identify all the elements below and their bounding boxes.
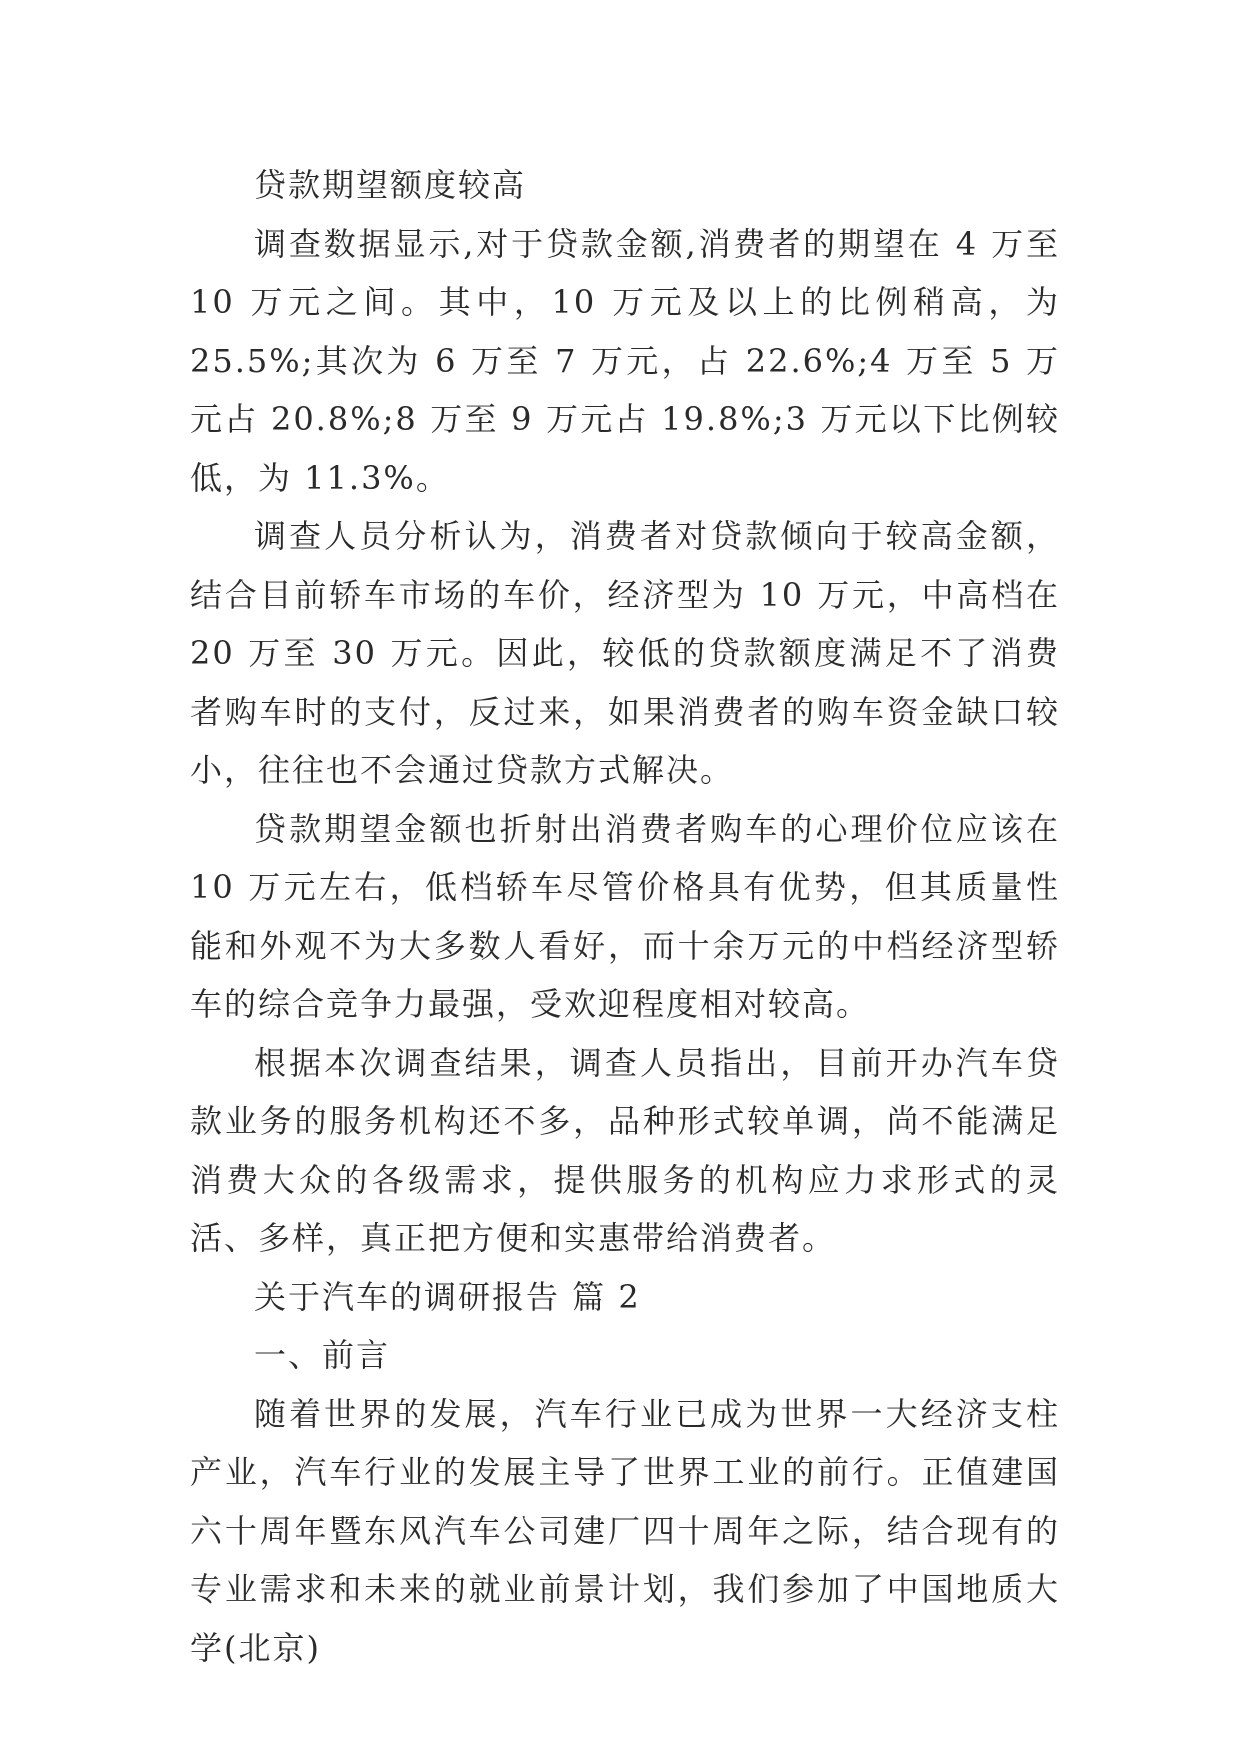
section-heading-loan-expectation: 贷款期望额度较高 <box>254 166 527 204</box>
paragraph-price-expectation: 贷款期望金额也折射出消费者购车的心理价位应该在 10 万元左右，低档轿车尽管价格具有优势，但其质量性能和外观不为大多数人看好，而十余万元的中档经济型轿车的综合竞争力最强，受欢迎程度相对较高。 <box>190 809 1060 1023</box>
paragraph-preface: 随着世界的发展，汽车行业已成为世界一大经济支柱产业，汽车行业的发展主导了世界工业的前行。正值建国六十周年暨东风汽车公司建厂四十周年之际，结合现有的专业需求和未来的就业前景计划，我们参加了中国地质大学(北京) <box>190 1394 1060 1667</box>
paragraph-conclusion: 根据本次调查结果，调查人员指出，目前开办汽车贷款业务的服务机构还不多，品种形式较单调，尚不能满足消费大众的各级需求，提供服务的机构应力求形式的灵活、多样，真正把方便和实惠带给消费者。 <box>190 1043 1060 1257</box>
section-heading-preface: 一、前言 <box>254 1336 391 1374</box>
paragraph-analysis: 调查人员分析认为，消费者对贷款倾向于较高金额，结合目前轿车市场的车价，经济型为 10 万元，中高档在 20 万至 30 万元。因此，较低的贷款额度满足不了消费者购车时的支付，反过来，如果消费者的购车资金缺口较小，往往也不会通过贷款方式解决。 <box>190 517 1060 789</box>
paragraph-loan-survey-data: 调查数据显示,对于贷款金额,消费者的期望在 4 万至 10 万元之间。其中，10 万元及以上的比例稍高，为 25.5%;其次为 6 万至 7 万元，占 22.6%;4 万至 5 万元占 20.8%;8 万至 9 万元占 19.8%;3 万元以下比例较低，为 11.3%。 <box>190 224 1060 497</box>
report-title-part-2: 关于汽车的调研报告 篇 2 <box>254 1277 641 1316</box>
document-body <box>190 156 1060 1677</box>
